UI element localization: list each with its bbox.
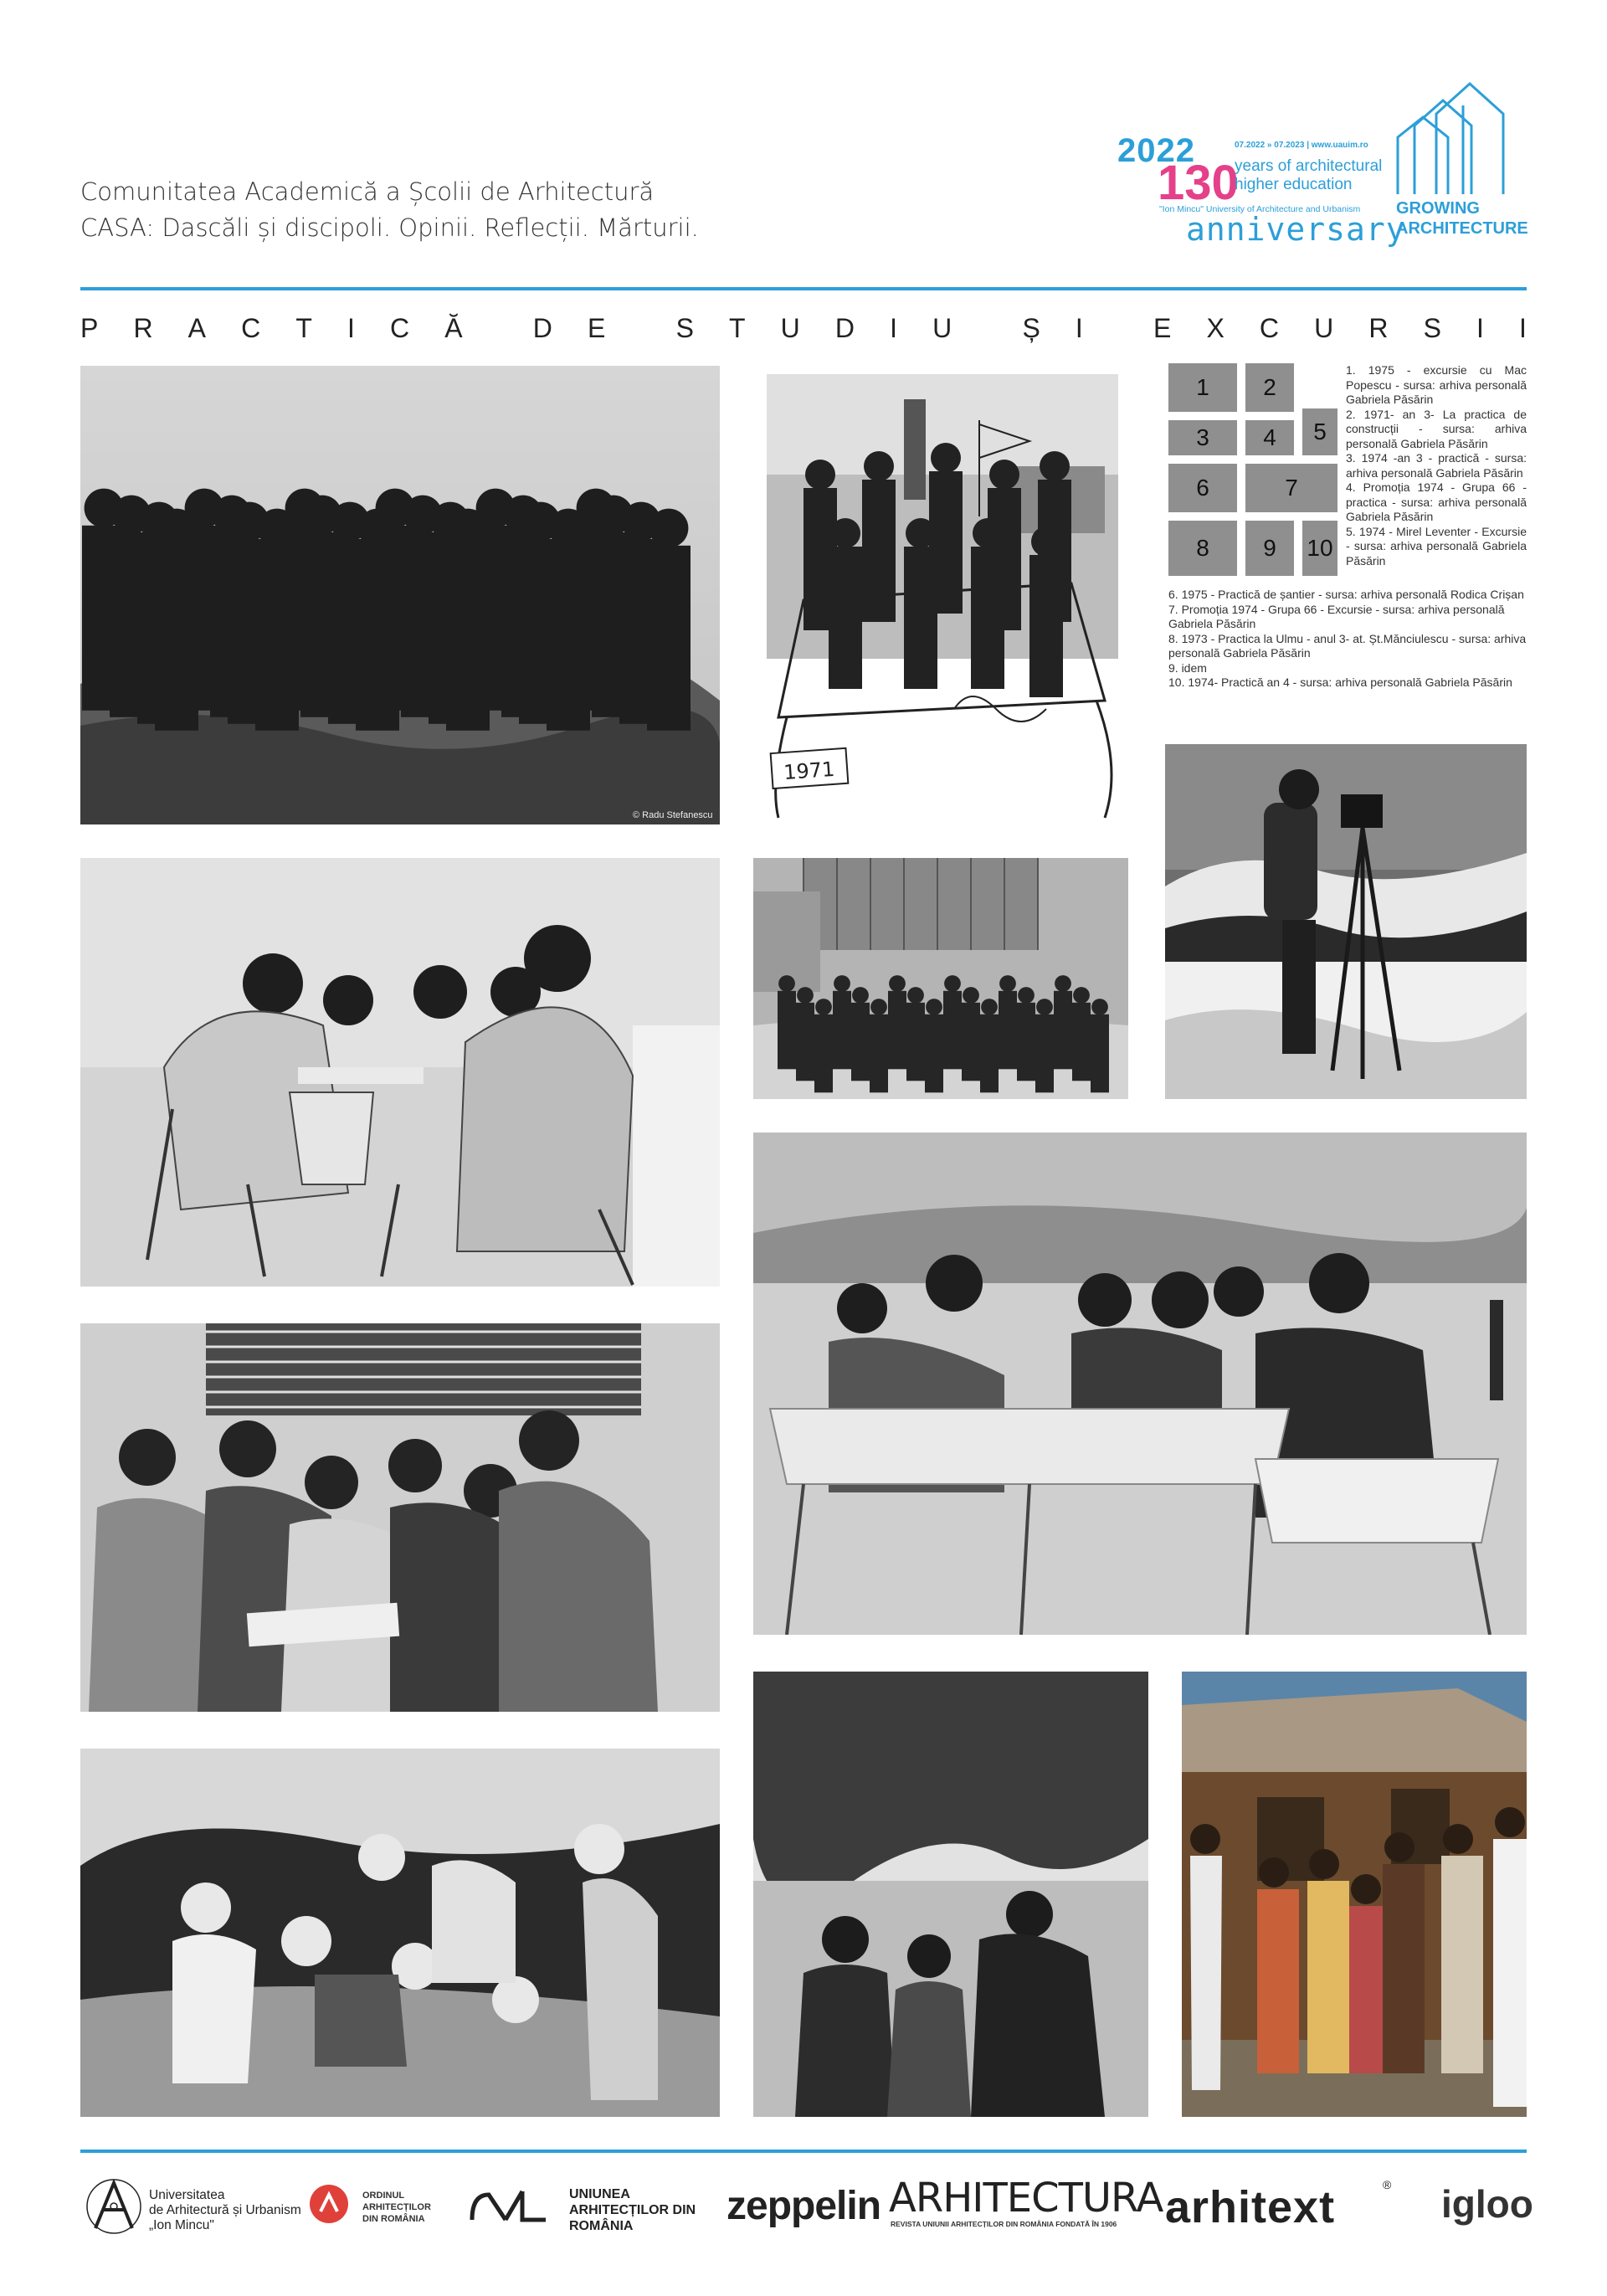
person-body [904, 547, 937, 689]
header-line-2: CASA: Dascăli și discipoli. Opinii. Reflecții. Mărturii. [80, 213, 699, 242]
photo-9-image [753, 1672, 1148, 2117]
photo-10-image [1182, 1672, 1527, 2117]
person-head [1091, 999, 1108, 1015]
arhitectura-subtitle: REVISTA UNIUNII ARHITECȚILOR DIN ROMÂNIA FONDATĂ ÎN 1906 [891, 2220, 1117, 2228]
growing-line-2: ARCHITECTURE [1396, 219, 1528, 238]
person-head [906, 518, 936, 548]
person-body [925, 1014, 943, 1093]
photo-watermark: © Radu Stefanescu [633, 810, 713, 820]
photo-4-group-building [753, 858, 1128, 1099]
section-title-letter: C [1259, 313, 1280, 343]
anniversary-years-line2: higher education [1235, 176, 1353, 193]
section-title-letter: S [1423, 313, 1441, 343]
uauim-line-1: Universitatea [149, 2188, 225, 2202]
section-title-letter: T [729, 313, 746, 343]
person-head [999, 975, 1016, 992]
person-head [907, 987, 924, 1004]
uar-logo-text [569, 2186, 696, 2234]
header-line-1: Comunitatea Academică a Școlii de Arhitectură [80, 177, 655, 206]
person-head [649, 509, 689, 548]
section-title-letter: C [390, 313, 410, 343]
anniversary-university: "Ion Mincu" University of Architecture and Urbanism [1159, 204, 1361, 214]
section-title-letter: I [1476, 313, 1484, 343]
person-body [1035, 1014, 1054, 1093]
photo-2-year-label: 1971 [783, 757, 836, 785]
person-head [981, 999, 998, 1015]
person-head [815, 999, 832, 1015]
key-cell-2: 2 [1245, 363, 1294, 412]
section-title-letter: R [133, 313, 153, 343]
person-head [889, 975, 906, 992]
photo-layout-key [1168, 363, 1340, 578]
arhitext-registered-mark: ® [1383, 2178, 1392, 2191]
photo-1-group-on-rocks [80, 366, 720, 824]
section-title-letter: Ă [444, 313, 463, 343]
person-head [1018, 987, 1035, 1004]
section-title-letter: Ș [1022, 313, 1040, 343]
uar-line-3: ROMÂNIA [569, 2219, 634, 2233]
credit-line: 2. 1971- an 3- La practica de construcții - sursa: arhiva personală Gabriela Păsărin [1346, 407, 1527, 450]
uar-logo-icon [469, 2183, 549, 2227]
anniversary-logo [1117, 122, 1406, 256]
person-body [943, 991, 962, 1070]
credit-line: 3. 1974 -an 3 - practică - sursa: arhiva personală Gabriela Păsărin [1346, 451, 1527, 480]
section-title-letter: D [532, 313, 552, 343]
section-title-letter: U [932, 313, 952, 343]
person-head [830, 518, 860, 548]
person-head [963, 987, 979, 1004]
igloo-logo: igloo [1441, 2182, 1533, 2226]
person-body [1054, 991, 1072, 1070]
person-body [1029, 555, 1063, 697]
section-title-letter: U [1314, 313, 1334, 343]
person-head [1073, 987, 1090, 1004]
photo-8-image [80, 1749, 720, 2117]
section-title-letter: D [834, 313, 855, 343]
person-body [999, 991, 1017, 1070]
credit-line: 1. 1975 - excursie cu Mac Popescu - sursa: arhiva personală Gabriela Păsărin [1346, 363, 1527, 406]
section-title-letter: T [295, 313, 312, 343]
section-title-letter: X [1206, 313, 1225, 343]
photo-7-cafe-terrace [753, 1133, 1527, 1635]
arhitectura-logo: ARHITECTURA [889, 2175, 1163, 2222]
section-title-letter: I [890, 313, 897, 343]
photo-7-image [753, 1133, 1527, 1635]
key-cell-7: 7 [1245, 464, 1337, 512]
person-head [797, 987, 814, 1004]
person-body [1017, 1003, 1035, 1081]
uauim-logo-icon [84, 2176, 144, 2237]
person-body [647, 546, 691, 731]
anniversary-year: 2022 [1117, 132, 1195, 169]
credit-line: 4. Promoția 1974 - Grupa 66 - practica - sursa: arhiva personală Gabriela Păsărin [1346, 480, 1527, 523]
header-title [80, 174, 699, 246]
person-head [870, 999, 887, 1015]
section-title-letter: C [241, 313, 261, 343]
uauim-logo-text [149, 2188, 301, 2233]
person-body [971, 547, 1004, 689]
photo-6-image [80, 1323, 720, 1712]
photo-2-construction-practice [753, 366, 1128, 824]
section-title-letter: S [675, 313, 694, 343]
person-head [989, 460, 1019, 490]
section-title-letter: R [1368, 313, 1389, 343]
person-body [870, 1014, 888, 1093]
key-cell-6: 6 [1168, 464, 1237, 512]
person-head [1031, 526, 1061, 557]
houses-icon [1396, 80, 1522, 196]
photo-3-image [80, 858, 720, 1287]
person-head [1036, 999, 1053, 1015]
credit-line: 8. 1973 - Practica la Ulmu - anul 3- at. Șt.Mănciulescu - sursa: arhiva personală Gabriela Păsărin [1168, 631, 1527, 660]
person-head [973, 518, 1003, 548]
person-body [906, 1003, 925, 1081]
photo-5-image [1165, 744, 1527, 1099]
uauim-line-2: de Arhitectură și Urbanism [149, 2203, 301, 2217]
photo-2-image [753, 366, 1128, 824]
oar-line-1: ORDINUL [362, 2191, 405, 2201]
section-title-letter: E [588, 313, 606, 343]
photo-1-image [80, 366, 720, 824]
oar-line-2: ARHITECȚILOR [362, 2202, 431, 2212]
photo-6-site-practice [80, 1323, 720, 1712]
growing-line-1: GROWING [1396, 199, 1480, 218]
key-cell-8: 8 [1168, 521, 1237, 576]
photo-5-camera-tripod [1165, 744, 1527, 1099]
section-title-letter: E [1153, 313, 1172, 343]
person-body [980, 1014, 999, 1093]
anniversary-number: 130 [1158, 156, 1239, 210]
uauim-line-3: „Ion Mincu" [149, 2218, 214, 2232]
footer-divider [80, 2150, 1527, 2153]
person-head [805, 460, 835, 490]
section-title-letter: I [1075, 313, 1083, 343]
person-head [852, 987, 869, 1004]
anniversary-years-line1: years of architectural [1235, 157, 1383, 175]
person-body [796, 1003, 814, 1081]
credit-line: 10. 1974- Practică an 4 - sursa: arhiva personală Gabriela Păsărin [1168, 675, 1512, 689]
oar-logo-icon [308, 2183, 350, 2225]
person-head [864, 451, 894, 481]
key-cell-5: 5 [1302, 408, 1337, 455]
person-head [778, 975, 795, 992]
credits-wide [1168, 588, 1527, 691]
photo-8-group-ulmu [80, 1749, 720, 2117]
person-body [814, 1014, 833, 1093]
person-head [944, 975, 961, 992]
photo-3-cafe-group [80, 858, 720, 1287]
credit-line: 6. 1975 - Practică de șantier - sursa: arhiva personală Rodica Crișan [1168, 588, 1524, 601]
arhitext-logo: arhitext [1165, 2182, 1336, 2232]
person-body [1072, 1003, 1091, 1081]
person-head [931, 443, 961, 473]
person-body [778, 991, 796, 1070]
section-title [80, 313, 1527, 344]
growing-architecture-logo [1396, 80, 1530, 248]
key-cell-9: 9 [1245, 521, 1294, 576]
key-cell-4: 4 [1245, 420, 1294, 455]
person-body [862, 480, 896, 622]
credit-line: 5. 1974 - Mirel Leventer - Excursie - sursa: arhiva personală Gabriela Păsărin [1346, 524, 1527, 568]
section-title-letter: I [1519, 313, 1527, 343]
person-body [851, 1003, 870, 1081]
section-title-letter: U [780, 313, 800, 343]
person-body [833, 991, 851, 1070]
zeppelin-logo: zeppelin [726, 2184, 881, 2228]
person-head [926, 999, 942, 1015]
person-head [1055, 975, 1071, 992]
header-divider [80, 287, 1527, 290]
photo-9-idem [753, 1672, 1148, 2117]
credit-line: 9. idem [1168, 660, 1207, 675]
person-body [1091, 1014, 1109, 1093]
photo-10-practice-year-4 [1182, 1672, 1527, 2117]
credit-line: 7. Promoția 1974 - Grupa 66 - Excursie - sursa: arhiva personală Gabriela Păsărin [1168, 602, 1505, 630]
anniversary-meta: 07.2022 » 07.2023 | www.uauim.ro [1235, 141, 1368, 150]
uar-line-2: ARHITECȚILOR DIN [569, 2203, 696, 2217]
credits-narrow [1346, 363, 1527, 568]
person-body [829, 547, 862, 689]
section-title-letter: I [347, 313, 355, 343]
uar-line-1: UNIUNEA [569, 2187, 630, 2201]
person-head [1040, 451, 1070, 481]
key-cell-1: 1 [1168, 363, 1237, 412]
person-body [888, 991, 906, 1070]
key-cell-10: 10 [1302, 521, 1337, 576]
section-title-letter: A [187, 313, 207, 343]
anniversary-word: anniversary [1186, 211, 1406, 248]
oar-logo-text [362, 2190, 431, 2225]
section-title-letter: P [80, 313, 99, 343]
person-body [962, 1003, 980, 1081]
oar-line-3: DIN ROMÂNIA [362, 2214, 425, 2224]
key-cell-3: 3 [1168, 420, 1237, 455]
person-head [834, 975, 850, 992]
photo-4-image [753, 858, 1128, 1099]
